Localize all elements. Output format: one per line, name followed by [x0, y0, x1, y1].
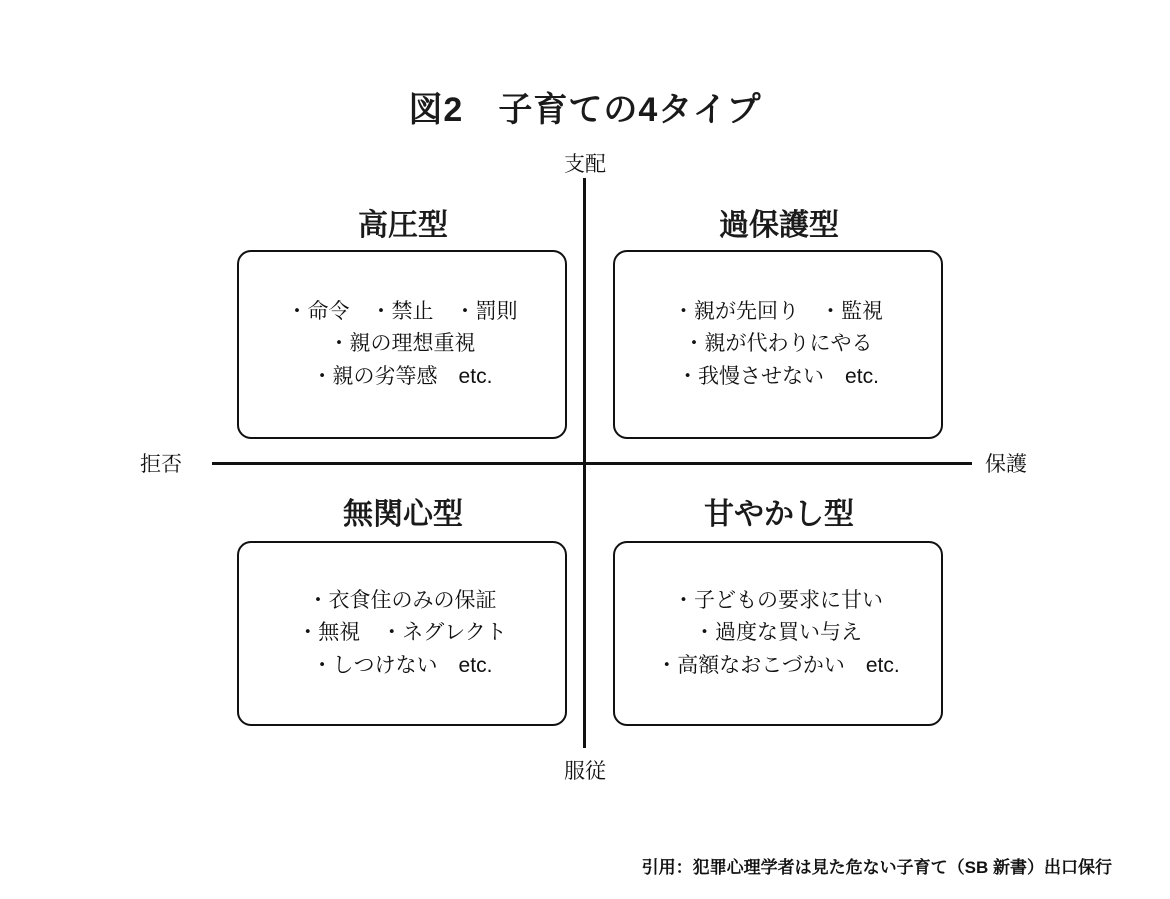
quadrant-line: ・衣食住のみの保証 [307, 588, 497, 612]
quadrant-line: ・高額なおこづかい etc. [656, 653, 900, 677]
page-title: 図2 子育ての4タイプ [408, 91, 762, 129]
source-credit: 引用：犯罪心理学者は見た危ない子育て（SB 新書）出口保行 [641, 858, 1112, 877]
quadrant-line: ・親の理想重視 [328, 332, 476, 356]
quadrant-heading-bottom-right: 甘やかし型 [704, 498, 854, 531]
quadrant-box-top-left [237, 250, 567, 439]
quadrant-line: ・過度な買い与え [694, 621, 862, 645]
axis-label-bottom: 服従 [564, 760, 606, 783]
quadrant-line: ・我慢させない etc. [677, 364, 879, 388]
quadrant-line: ・子どもの要求に甘い [673, 588, 883, 612]
axis-label-left: 拒否 [140, 453, 182, 476]
quadrant-heading-top-right: 過保護型 [719, 209, 839, 242]
quadrant-line: ・親が先回り ・監視 [673, 299, 883, 323]
quadrant-line: ・しつけない etc. [311, 653, 493, 677]
quadrant-line: ・命令 ・禁止 ・罰則 [286, 299, 518, 323]
horizontal-axis-line [212, 462, 972, 465]
axis-label-right: 保護 [985, 453, 1027, 476]
quadrant-heading-bottom-left: 無関心型 [343, 498, 463, 531]
quadrant-box-bottom-right [613, 541, 943, 726]
quadrant-line: ・無視 ・ネグレクト [297, 621, 507, 645]
quadrant-heading-top-left: 高圧型 [358, 209, 448, 242]
quadrant-line: ・親が代わりにやる [683, 332, 873, 356]
axis-label-top: 支配 [564, 153, 606, 176]
quadrant-line: ・親の劣等感 etc. [311, 364, 493, 388]
quadrant-box-top-right [613, 250, 943, 439]
quadrant-box-bottom-left [237, 541, 567, 726]
